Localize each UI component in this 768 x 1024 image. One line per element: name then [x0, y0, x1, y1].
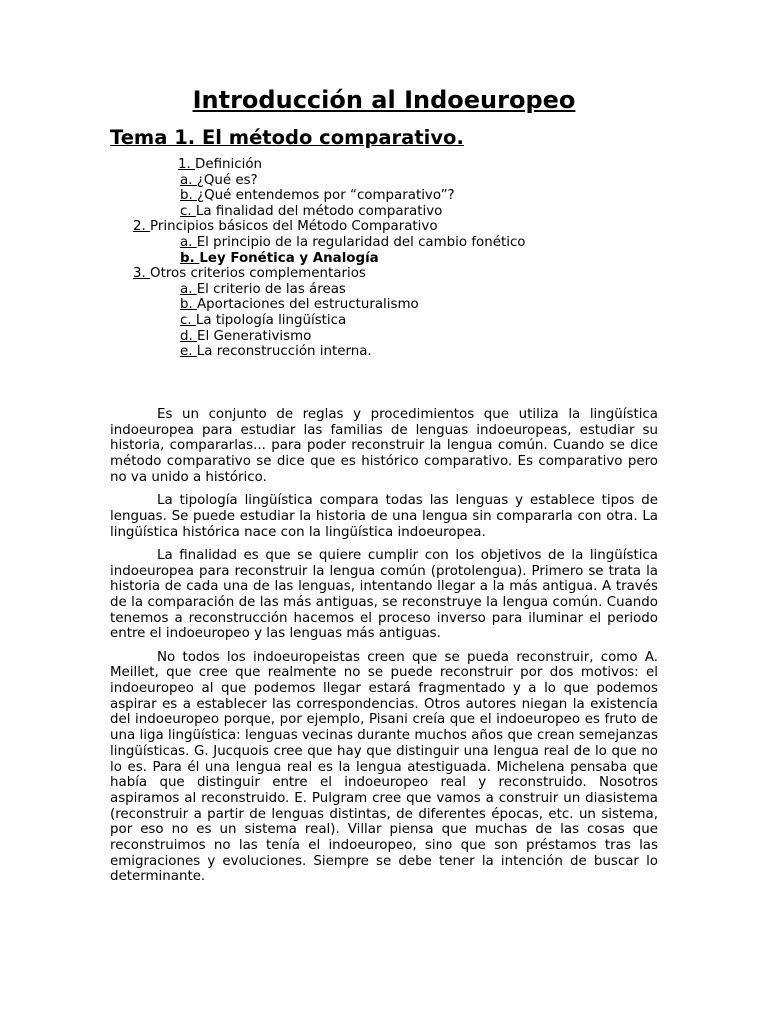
toc-item-number: d. — [180, 328, 198, 344]
body-paragraph: No todos los indoeuropeistas creen que se pueda reconstruir, como A. Meillet, que cree que realmente no se puede reconstruir por dos motivos: el indoeuropeo al que podemos llegar estará fragmentado y a lo que podemos aspirar es a establecer las correspondencias. Otros autores niegan la existencia del indoeuropeo porque, por ejemplo, Pisani creía que el indoeuropeo es fruto de una liga lingüística: lenguas vecinas durante muchos años que crean semejanzas lingüísticas. G. Jucquois cree que hay que distinguir una lengua real de lo que no lo es. Para él una lengua real es la lengua atestiguada. Michelena pensaba que había que distinguir entre el indoeuropeo real y reconstruido. Nosotros aspiramos al reconstruido. E. Pulgram cree que vamos a construir un diasistema (reconstruir a partir de lenguas distintas, de diferentes épocas, etc. un sistema, por eso no es un sistema real). Villar piensa que muchas de las cosas que reconstruimos no las tenía el indoeuropeo, sino que son préstamos tras las emigraciones y evoluciones. Siempre se debe tener la intención de buscar lo determinante. — [110, 649, 658, 885]
toc-item-number: b. — [180, 188, 198, 204]
toc-item-number: 3. — [133, 266, 151, 282]
toc-item-number: e. — [180, 344, 197, 360]
toc-item — [0, 188, 768, 204]
toc-item — [0, 313, 768, 329]
toc-item-label: El criterio de las áreas — [196, 281, 346, 297]
body-paragraph: Es un conjunto de reglas y procedimientos que utiliza la lingüística indoeuropea para estudiar las familias de lenguas indoeuropeas, estudiar su historia, compararlas... para poder reconstruir la lengua común. Cuando se dice método comparativo se dice que es histórico comparativo. Es comparativo pero no va unido a histórico. — [110, 407, 658, 485]
topic-heading: Tema 1. El método comparativo. — [110, 126, 464, 149]
toc-item — [0, 173, 768, 189]
body-paragraph: La finalidad es que se quiere cumplir con los objetivos de la lingüística indoeuropea para reconstruir la lengua común (protolengua). Primero se trata la historia de cada una de las lenguas, intentando llegar a la más antigua. A través de la comparación de las más antiguas, se reconstruye la lengua común. Cuando tenemos a reconstrucción hacemos el proceso inverso para iluminar el periodo entre el indoeuropeo y las lenguas más antiguas. — [110, 547, 658, 642]
toc-item — [0, 329, 768, 345]
toc-item-number: c. — [180, 312, 196, 328]
toc-item-label: ¿Qué es? — [196, 172, 258, 188]
toc-item-number: 2. — [133, 219, 151, 235]
toc-item-label: El principio de la regularidad del cambio fonético — [196, 234, 526, 250]
toc-item-number: 1. — [178, 157, 196, 172]
body-text — [110, 407, 658, 893]
table-of-contents — [0, 157, 768, 360]
toc-item-label: Principios básicos del Método Comparativo — [150, 219, 438, 235]
toc-item — [0, 297, 768, 313]
toc-item-label: Otros criterios complementarios — [150, 266, 366, 282]
toc-item-number: a. — [180, 172, 197, 188]
toc-item — [0, 204, 768, 220]
toc-item-label: Definición — [195, 157, 263, 172]
toc-item-number: b. — [180, 297, 198, 313]
toc-item-label: La reconstrucción interna. — [196, 344, 372, 360]
toc-item — [0, 344, 768, 360]
toc-item-number: b. — [180, 250, 200, 266]
toc-item — [0, 157, 768, 173]
toc-item-label: La finalidad del método comparativo — [195, 203, 443, 219]
toc-item-label: Ley Fonética y Analogía — [199, 250, 379, 266]
document-title: Introducción al Indoeuropeo — [192, 86, 576, 114]
toc-item — [0, 266, 768, 282]
toc-item — [0, 219, 768, 235]
body-paragraph: La tipología lingüística compara todas las lenguas y establece tipos de lenguas. Se puede estudiar la historia de una lengua sin compararla con otra. La lingüística histórica nace con la lingüística indoeuropea. — [110, 493, 658, 540]
toc-item-label: Aportaciones del estructuralismo — [197, 297, 419, 313]
toc-item-number: c. — [180, 203, 196, 219]
toc-item — [0, 282, 768, 298]
toc-item-label: La tipología lingüística — [195, 312, 347, 328]
toc-item-label: ¿Qué entendemos por “comparativo”? — [197, 188, 455, 204]
toc-item-number: a. — [180, 234, 197, 250]
toc-item — [0, 235, 768, 251]
toc-item-label: El Generativismo — [197, 328, 312, 344]
toc-item-number: a. — [180, 281, 197, 297]
toc-item — [0, 251, 768, 267]
